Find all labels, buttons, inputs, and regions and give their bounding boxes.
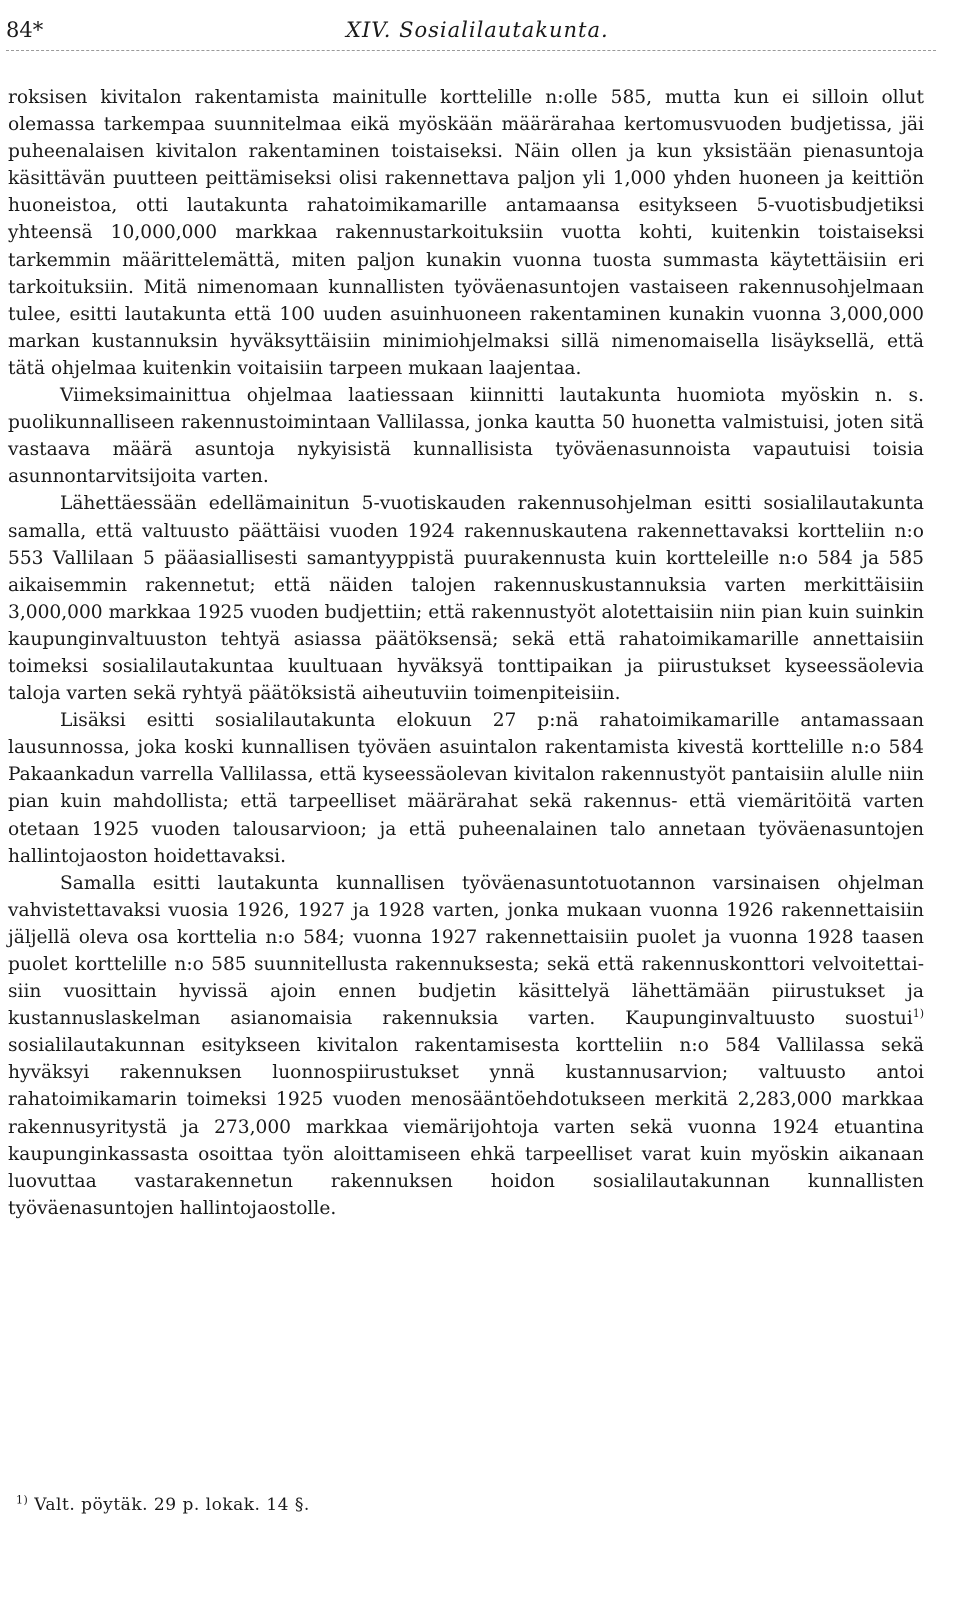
paragraph: Lähettäessään edellämainitun 5-vuotiskauden rakennusohjelman esitti sosialilautakunta samalla, että valtuusto päättäisi vuoden 1924 rakennuskautena rakennettavaksi kortteliin n:o 553 Vallilaan 5 pääasiallisesti samantyyppistä puurakennusta kuin kortteleille n:o 584 ja 585 aikaisemmin rakennetut; että näiden talojen rakennuskustannuksia varten merkittäisiin 3,000,000 markkaa 1925 vuoden budjettiin; että rakennustyöt alotettaisiin niin pian kuin suinkin kaupunginvaltuuston tehtyä asiassa päätöksensä; sekä että rahatoimikamarille annettaisiin toimeksi sosialilautakuntaa kuultuaan hyväksyä tonttipaikan ja piirustukset kyseessäolevia taloja varten sekä ryhtyä päätöksistä aiheutuviin toimenpiteisiin. [8,493,924,705]
header-rule [6,50,936,51]
footnote-marker: 1) [16,1493,29,1507]
paragraph: roksisen kivitalon rakentamista mainitulle korttelille n:olle 585, mutta kun ei silloin ollut olemassa tarkempaa suunnitelmaa eikä myöskään määrärahaa kertomusvuoden budjetissa, jäi puheenalaisen kivitalon rakentaminen toistaiseksi. Näin ollen ja kun yksistään pienasuntoja käsittävän puutteen peittämiseksi olisi rakennettava paljon yli 1,000 yhden huoneen ja keittiön huoneistoa, otti lautakunta rahatoimikamarille antamaansa esitykseen 5-vuotisbudjetiksi yhteensä 10,000,000 markkaa rakennustarkoituksiin vuotta kohti, kuitenkin toistaiseksi tarkemmin määrittelemättä, miten paljon kunakin vuonna tuosta summasta käytettäisiin eri tarkoituksiin. Mitä nimenomaan kunnallisten työväenasuntojen vastaiseen rakennusohjelmaan tulee, esitti lautakunta että 100 uuden asuinhuoneen rakentaminen kunakin vuonna 3,000,000 markan kustannuksin hyväksyttäisiin minimiohjelmaksi sillä nimenomaisella lisäyksellä, että tätä ohjelmaa kuitenkin voitaisiin tarpeen mukaan laajentaa. [8,87,924,379]
running-title: XIV. Sosialilautakunta. [346,18,609,42]
footnote-reference: 1) [912,1007,924,1020]
paragraph: Viimeksimainittua ohjelmaa laatiessaan kiinnitti lautakunta huomiota myöskin n. s. puolikunnalliseen rakennustoimintaan Vallilassa, jonka kautta 50 huonetta valmistuisi, joten sitä vastaava määrä asuntoja nykyisistä kunnallisista työväenasunnoista vapautuisi toisia asunnontarvitsijoita varten. [8,385,924,488]
footnote [16,1495,310,1515]
page-header [6,18,936,48]
page-number: 84* [6,18,44,42]
paragraph [8,870,924,1222]
body-text [8,84,924,1222]
footnote-text: Valt. pöytäk. 29 p. lokak. 14 §. [28,1495,310,1515]
paragraph-text: sosialilautakunnan esitykseen kivitalon rakentamisesta kortteliin n:o 584 Vallilassa sekä hyväksyi rakennuksen luonnospiirustukset ynnä kustannusarvion; valtuusto antoi rahatoimikamarin toimeksi 1925 vuoden menosääntöehdotukseen merkitä 2,283,000 markkaa rakennusyritystä ja 273,000 markkaa viemärijohtoja varten sekä vuonna 1924 etuantina kaupunginkassasta osoittaa työn aloittamiseen ehkä tarpeelliset varat kuin myöskin aikanaan luovuttaa vastarakennetun rakennuksen hoidon sosialilautakunnan kunnallisten työväenasuntojen hallintojaostolle. [8,1035,924,1219]
paragraph: Lisäksi esitti sosialilautakunta elokuun 27 p:nä rahatoimikamarille antamassaan lausunnossa, joka koski kunnallisen työväen asuintalon rakentamista kivestä korttelille n:o 584 Pakaankadun varrella Vallilassa, että kyseessäolevan kivitalon rakennustyöt pantaisiin alulle niin pian kuin mahdollista; että tarpeelliset määrärahat sekä rakennus- että viemäritöitä varten otetaan 1925 vuoden talousarvioon; ja että puheenalainen talo annetaan työväenasuntojen hallintojaoston hoidettavaksi. [8,710,924,867]
paragraph-text: Samalla esitti lautakunta kunnallisen työväenasuntotuotannon varsinaisen ohjelman vahvistettavaksi vuosia 1926, 1927 ja 1928 varten, jonka mukaan vuonna 1926 rakennettaisiin jäljellä oleva osa korttelia n:o 584; vuonna 1927 rakennettaisiin puolet ja vuonna 1928 taasen puolet korttelille n:o 585 suunnitellusta rakennuksesta; sekä että rakennuskonttori velvoitettaisiin vuosittain hyvissä ajoin ennen budjetin käsittelyä lähettämään piirustukset ja kustannuslaskelman asianomaisia rakennuksia varten. Kaupunginvaltuusto suostui [8,872,924,1030]
